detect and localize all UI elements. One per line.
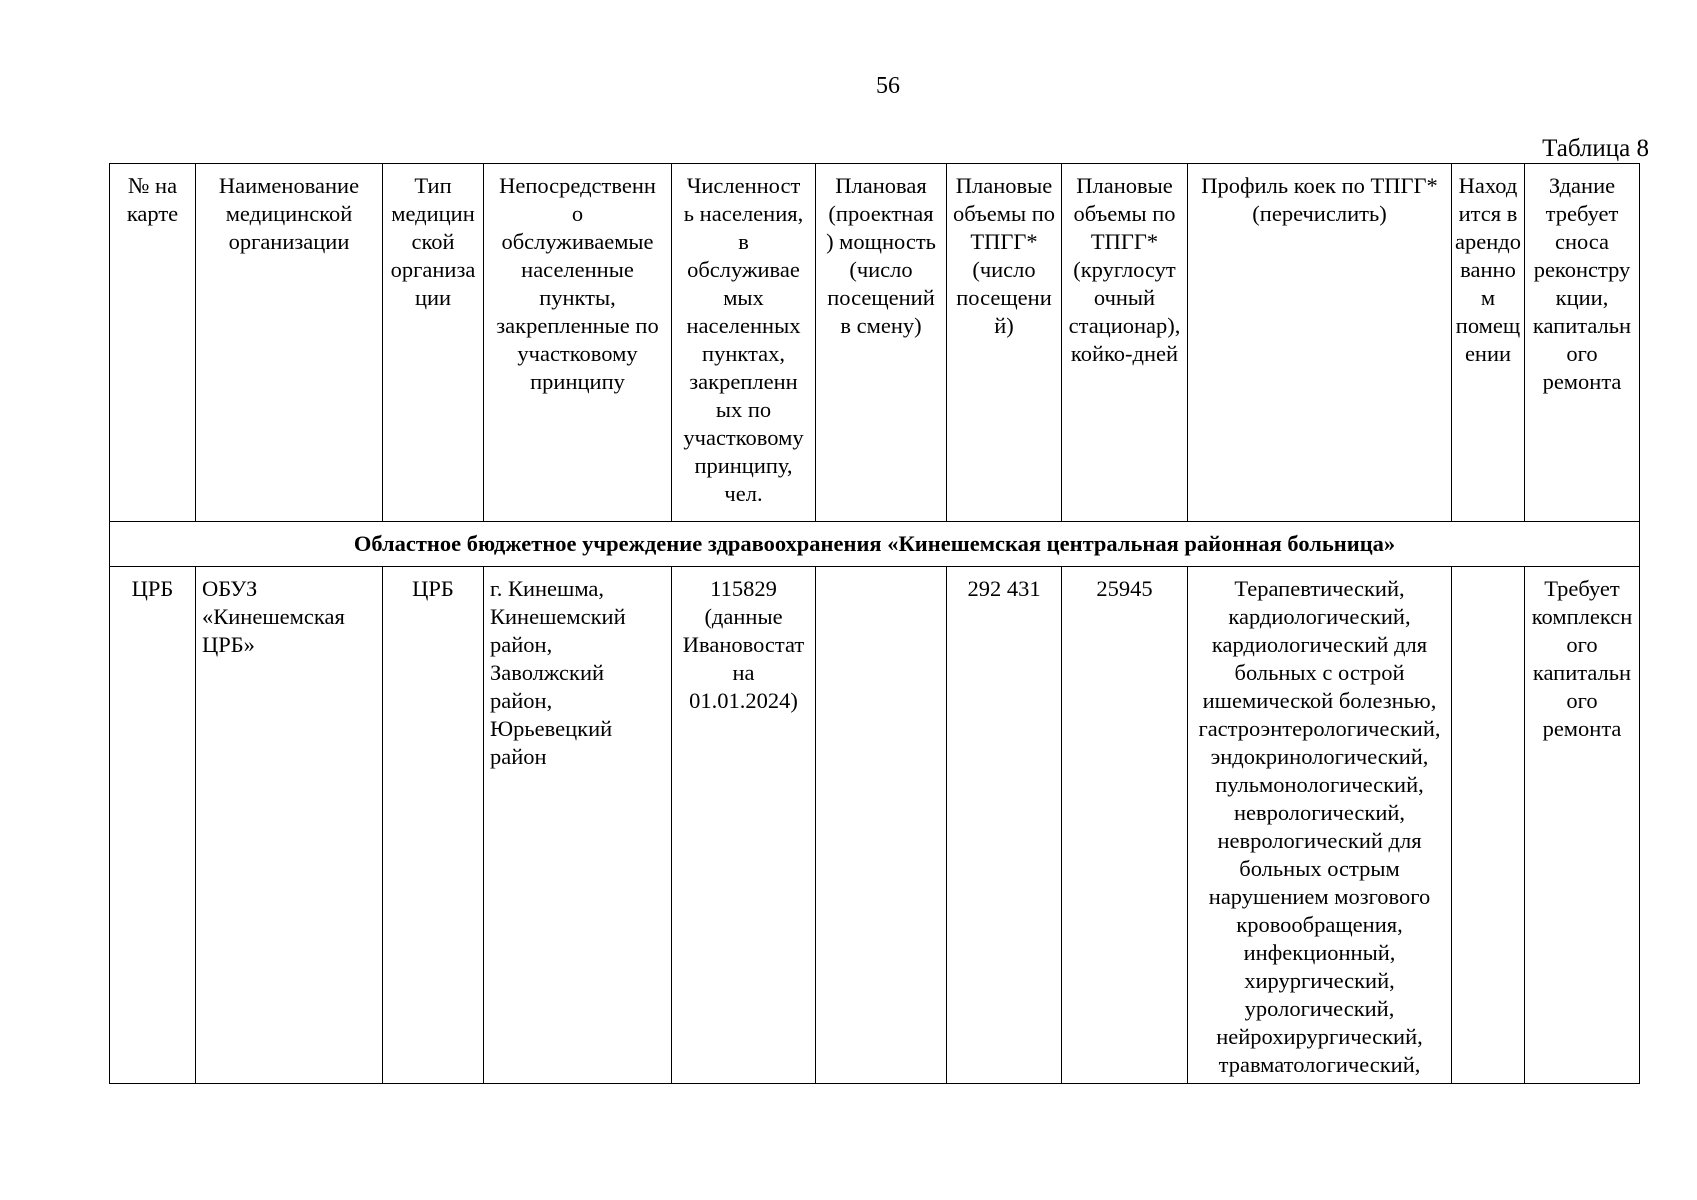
cell-served-settlements-line: район, [490,632,553,657]
header-bed-profiles-line: (перечислить) [1252,201,1387,226]
header-org-type-line: медицин [391,201,475,226]
cell-building-status-line: ремонта [1542,716,1622,741]
header-planned-capacity-line: посещений [827,285,935,310]
header-rented-premises-line: арендо [1455,229,1521,254]
header-building-status-line: ого [1566,341,1598,366]
header-building-status-line: реконстру [1533,257,1631,282]
header-served-settlements-line: Непосредственн [499,173,656,198]
header-map-number-line: карте [126,201,179,226]
header-org-type-line: Тип [414,173,452,198]
header-bed-days-line: ТПГГ* [1090,229,1159,254]
header-building-status-line: требует [1545,201,1619,226]
header-building-status-line: ремонта [1542,369,1622,394]
cell-rented-premises [1452,567,1525,1084]
cell-bed-profiles-line: инфекционный, [1243,940,1396,965]
cell-planned-visits: 292 431 [947,567,1062,1084]
header-served-settlements-line: участковому [517,341,638,366]
cell-bed-profiles-line: эндокринологический, [1210,744,1429,769]
header-population-line: мых [723,285,764,310]
header-planned-visits-line: й) [994,313,1014,338]
cell-bed-profiles-line: кардиологический, [1228,604,1411,629]
cell-served-settlements-line: Заволжский [490,660,605,685]
section-title-row [110,522,1640,567]
section-title: Областное бюджетное учреждение здравоохранения «Кинешемская центральная районная больница» [110,522,1640,567]
header-served-settlements [484,164,672,522]
header-population-line: принципу, [694,453,793,478]
cell-building-status-line: комплексн [1531,604,1633,629]
header-map-number-line: № на [127,173,178,198]
header-served-settlements-line: населенные [521,257,634,282]
cell-bed-profiles-line: гастроэнтерологический, [1198,716,1441,741]
header-bed-days [1062,164,1188,522]
header-rented-premises-line: ится в [1458,201,1518,226]
header-bed-days-line: стационар), [1068,313,1181,338]
cell-population-line: 115829 [710,576,777,601]
cell-bed-profiles-line: пульмонологический, [1215,772,1424,797]
header-rented-premises [1452,164,1525,522]
header-org-name-line: медицинской [225,201,353,226]
cell-org-type: ЦРБ [383,567,484,1084]
header-org-type-line: организа [390,257,476,282]
cell-bed-profiles-line: нейрохирургический, [1216,1024,1423,1049]
header-population-line: пунктах, [702,341,785,366]
cell-bed-days: 25945 [1062,567,1188,1084]
cell-bed-profiles-line: Терапевтический, [1234,576,1405,601]
header-bed-days-line: Плановые [1076,173,1173,198]
header-bed-days-line: койко-дней [1070,341,1179,366]
header-planned-visits-line: Плановые [955,173,1053,198]
header-population-line: в [738,229,749,254]
cell-building-status-line: ого [1566,688,1598,713]
cell-org-name-line: ОБУЗ [202,576,258,601]
header-planned-capacity-line: (число [849,257,913,282]
cell-served-settlements-line: район, [490,688,553,713]
cell-served-settlements-line: Кинешемский [490,604,626,629]
cell-served-settlements [484,567,672,1084]
cell-bed-profiles-line: травматологический, [1218,1052,1421,1077]
header-bed-profiles [1188,164,1452,522]
cell-bed-profiles-line: ишемической болезнью, [1202,688,1437,713]
header-org-name [196,164,383,522]
header-population-line: обслуживае [687,257,800,282]
header-bed-days-line: (круглосут [1073,257,1176,282]
header-population-line: ых по [715,397,772,422]
cell-bed-profiles-line: кровообращения, [1236,912,1403,937]
cell-served-settlements-line: Юрьевецкий [490,716,613,741]
header-planned-capacity [816,164,947,522]
page-number: 56 [876,73,900,99]
header-population [672,164,816,522]
header-planned-visits [947,164,1062,522]
cell-population-line: 01.01.2024) [689,688,798,713]
medical-organizations-table [109,163,1640,1084]
table-row [110,567,1640,1084]
cell-bed-profiles-line: больных с острой [1234,660,1405,685]
cell-bed-profiles-line: неврологический для [1217,828,1422,853]
cell-served-settlements-line: г. Кинешма, [490,576,605,601]
header-rented-premises-line: Наход [1458,173,1518,198]
cell-population-line: на [732,660,755,685]
cell-building-status-line: капитальн [1532,660,1632,685]
cell-bed-profiles [1188,567,1452,1084]
cell-bed-profiles-line: больных острым [1239,856,1400,881]
cell-bed-profiles-line: хирургический, [1244,968,1395,993]
cell-bed-profiles-line: урологический, [1244,996,1395,1021]
header-map-number [110,164,196,522]
header-served-settlements-line: обслуживаемые [501,229,654,254]
header-bed-days-line: очный [1093,285,1156,310]
cell-population-line: Ивановостат [682,632,805,657]
cell-served-settlements-line: район [490,744,547,769]
header-planned-capacity-line: Плановая [835,173,927,198]
header-org-name-line: Наименование [218,173,360,198]
header-population-line: участковому [683,425,804,450]
header-population-line: закрепленн [689,369,798,394]
header-rented-premises-line: ванно [1460,257,1516,282]
header-population-line: населенных [686,313,801,338]
header-planned-visits-line: посещени [956,285,1052,310]
header-planned-capacity-line: (проектная [828,201,934,226]
cell-building-status [1525,567,1640,1084]
cell-building-status-line: ого [1566,632,1598,657]
header-population-line: чел. [724,481,763,506]
header-rented-premises-line: м [1480,285,1496,310]
header-building-status-line: кции, [1555,285,1609,310]
header-org-type-line: ской [411,229,455,254]
cell-org-name-line: ЦРБ» [202,632,255,657]
header-rented-premises-line: помещ [1455,313,1521,338]
cell-population-line: (данные [704,604,783,629]
cell-org-name-line: «Кинешемская [202,604,345,629]
header-planned-capacity-line: в смену) [840,313,922,338]
header-bed-profiles-line: Профиль коек по ТПГГ* [1201,173,1438,198]
table-caption: Таблица 8 [1542,135,1649,162]
header-rented-premises-line: ении [1464,341,1512,366]
header-planned-capacity-line: ) мощность [826,229,936,254]
header-building-status-line: сноса [1554,229,1610,254]
cell-bed-profiles-line: неврологический, [1233,800,1406,825]
header-bed-days-line: объемы по [1073,201,1176,226]
header-building-status [1525,164,1640,522]
header-served-settlements-line: пункты, [539,285,616,310]
header-population-line: ь населения, [683,201,804,226]
cell-building-status-line: Требует [1544,576,1620,601]
cell-org-name [196,567,383,1084]
header-planned-visits-line: ТПГГ* [970,229,1038,254]
cell-map-number: ЦРБ [110,567,196,1084]
header-org-name-line: организации [228,229,350,254]
header-planned-visits-line: (число [972,257,1036,282]
header-served-settlements-line: принципу [530,369,625,394]
cell-bed-profiles-line: нарушением мозгового [1208,884,1431,909]
cell-planned-capacity [816,567,947,1084]
table-header-row [110,164,1640,522]
header-org-type-line: ции [414,285,452,310]
header-served-settlements-line: закрепленные по [496,313,659,338]
header-population-line: Численност [686,173,801,198]
header-served-settlements-line: о [571,201,584,226]
cell-population [672,567,816,1084]
header-building-status-line: Здание [1548,173,1616,198]
cell-bed-profiles-line: кардиологический для [1211,632,1428,657]
header-building-status-line: капитальн [1532,313,1632,338]
header-org-type [383,164,484,522]
header-planned-visits-line: объемы по [952,201,1056,226]
